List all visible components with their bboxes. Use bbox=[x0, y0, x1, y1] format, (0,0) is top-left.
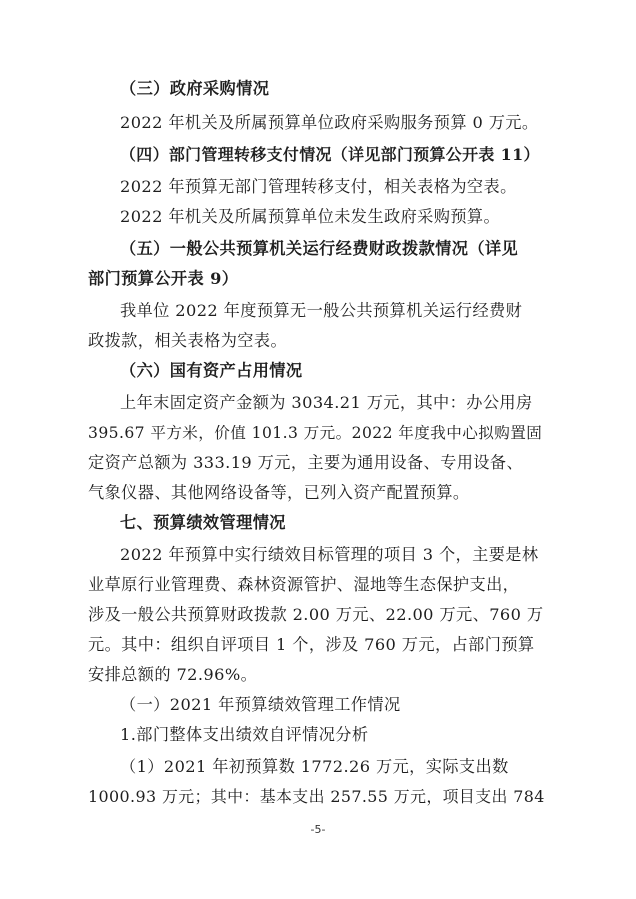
paragraph-line: 2022 年机关及所属预算单位未发生政府采购预算。 bbox=[120, 207, 501, 226]
paragraph-line: 2022 年预算中实行绩效目标管理的项目 3 个，主要是林 bbox=[120, 545, 539, 564]
paragraph-line: 2022 年预算无部门管理转移支付，相关表格为空表。 bbox=[120, 177, 517, 196]
paragraph-line: 业草原行业管理费、森林资源管护、湿地等生态保护支出， bbox=[88, 575, 520, 594]
paragraph-line: 定资产总额为 333.19 万元，主要为通用设备、专用设备、 bbox=[88, 453, 524, 472]
paragraph-line: 政拨款，相关表格为空表。 bbox=[88, 331, 288, 350]
paragraph-line: 我单位 2022 年度预算无一般公共预算机关运行经费财 bbox=[120, 301, 523, 320]
paragraph-line: 涉及一般公共预算财政拨款 2.00 万元、22.00 万元、760 万 bbox=[88, 605, 544, 624]
heading-operating-expenses: （五）一般公共预算机关运行经费财政拨款情况（详见 bbox=[120, 239, 519, 258]
paragraph-line: 元。其中：组织自评项目 1 个，涉及 760 万元，占部门预算 bbox=[88, 635, 535, 654]
heading-2021-performance: （一）2021 年预算绩效管理工作情况 bbox=[120, 695, 401, 714]
paragraph-line: 安排总额的 72.96%。 bbox=[88, 665, 258, 684]
paragraph-line: 气象仪器、其他网络设备等，已列入资产配置预算。 bbox=[88, 483, 470, 502]
paragraph-line: 2022 年机关及所属预算单位政府采购服务预算 0 万元。 bbox=[120, 113, 539, 132]
page-number: -5- bbox=[310, 823, 326, 836]
paragraph-line: 1000.93 万元；其中：基本支出 257.55 万元，项目支出 784 bbox=[88, 787, 545, 806]
heading-transfer-payment: （四）部门管理转移支付情况（详见部门预算公开表 11） bbox=[120, 145, 540, 164]
paragraph-line: 上年末固定资产金额为 3034.21 万元，其中：办公用房 bbox=[120, 393, 533, 412]
heading-self-evaluation: 1.部门整体支出绩效自评情况分析 bbox=[120, 725, 369, 744]
heading-government-procurement: （三）政府采购情况 bbox=[120, 79, 270, 98]
paragraph-line: （1）2021 年初预算数 1772.26 万元，实际支出数 bbox=[120, 757, 509, 776]
paragraph-line: 395.67 平方米，价值 101.3 万元。2022 年度我中心拟购置固 bbox=[88, 424, 543, 442]
heading-operating-expenses-cont: 部门预算公开表 9） bbox=[88, 269, 239, 288]
heading-state-assets: （六）国有资产占用情况 bbox=[120, 361, 303, 380]
heading-performance-management: 七、预算绩效管理情况 bbox=[120, 513, 286, 532]
